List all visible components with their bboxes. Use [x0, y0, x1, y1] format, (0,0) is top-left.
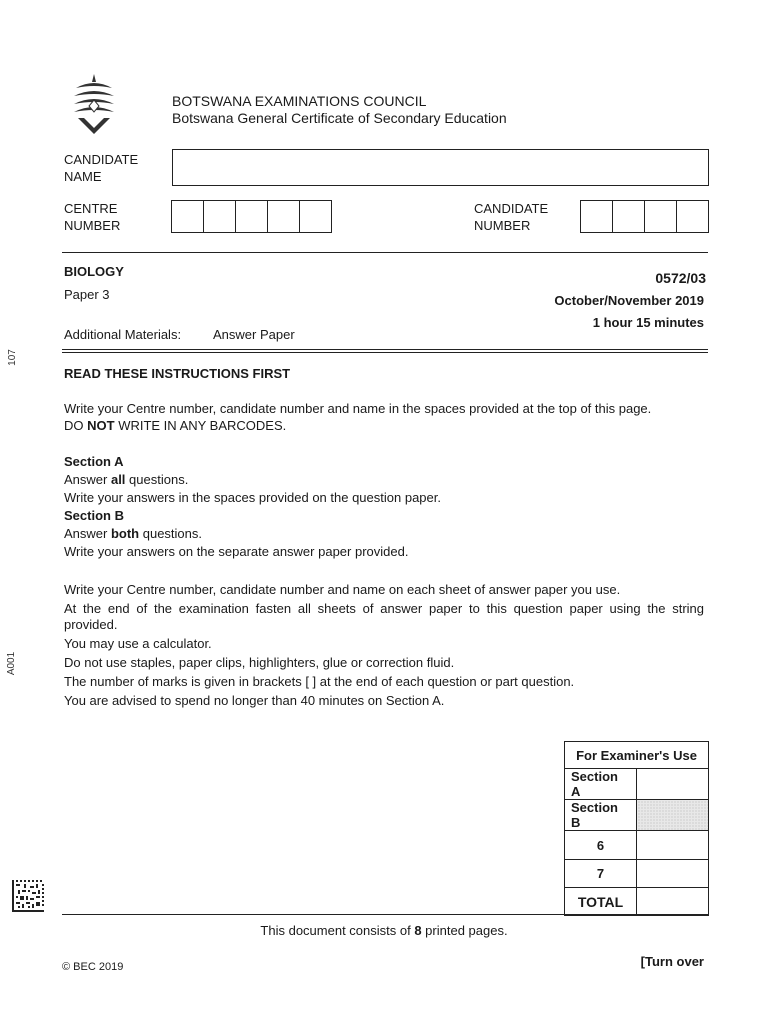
general-instructions	[64, 582, 704, 709]
section-a-block	[64, 453, 704, 561]
examiner-table-heading: For Examiner's Use	[565, 742, 709, 769]
examiner-row-label: TOTAL	[565, 888, 637, 916]
instruction-line: At the end of the examination fasten all sheets of answer paper to this question paper using the string provided.	[64, 601, 704, 632]
instruction-line: DO NOT WRITE IN ANY BARCODES.	[64, 418, 287, 433]
duration: 1 hour 15 minutes	[592, 315, 704, 330]
examiner-score-cell[interactable]	[637, 831, 709, 860]
examiner-row-label: Section A	[565, 769, 637, 800]
instruction-line: Write your Centre number, candidate number and name on each sheet of answer paper you use.	[64, 582, 621, 597]
centre-number-label: CENTRE NUMBER	[64, 201, 121, 233]
divider	[62, 352, 708, 353]
examiner-row-label: 7	[565, 860, 637, 888]
candidate-number-box[interactable]	[612, 200, 645, 233]
session: October/November 2019	[554, 293, 704, 308]
instruction-line: Answer all questions.	[64, 472, 189, 487]
candidate-number-box[interactable]	[644, 200, 677, 233]
instruction-line: Do not use staples, paper clips, highlighters, glue or correction fluid.	[64, 655, 455, 670]
centre-number-box[interactable]	[267, 200, 300, 233]
centre-number-box[interactable]	[299, 200, 332, 233]
bec-logo	[66, 72, 122, 140]
subject: BIOLOGY	[64, 264, 124, 279]
instructions-heading: READ THESE INSTRUCTIONS FIRST	[64, 366, 291, 381]
candidate-name-label: CANDIDATE NAME	[64, 152, 139, 184]
examiner-table-row	[565, 888, 709, 916]
instruction-line: Write your answers on the separate answer paper provided.	[64, 544, 409, 559]
centre-number-box[interactable]	[203, 200, 236, 233]
examiner-score-cell[interactable]	[637, 888, 709, 916]
instructions-block	[64, 400, 704, 434]
side-code: 107	[6, 349, 18, 366]
examiner-table	[564, 741, 709, 916]
side-code: A001	[6, 651, 18, 676]
examiner-score-cell[interactable]	[637, 860, 709, 888]
copyright: © BEC 2019	[62, 961, 124, 973]
certificate-title: Botswana General Certificate of Secondary Education	[172, 110, 507, 126]
examiner-table-row	[565, 831, 709, 860]
candidate-number-label: CANDIDATE NUMBER	[474, 201, 549, 233]
examiner-table-header-row	[565, 742, 709, 769]
instruction-line: Write your Centre number, candidate number and name in the spaces provided at the top of this page.	[64, 401, 652, 416]
instruction-line: The number of marks is given in brackets [ ] at the end of each question or part question.	[64, 674, 575, 689]
centre-number-box[interactable]	[235, 200, 268, 233]
candidate-number-box[interactable]	[676, 200, 709, 233]
additional-materials-label: Additional Materials:	[64, 327, 182, 342]
centre-number-box[interactable]	[171, 200, 204, 233]
council-title: BOTSWANA EXAMINATIONS COUNCIL	[172, 93, 427, 109]
paper-code: 0572/03	[655, 270, 706, 286]
examiner-score-cell[interactable]	[637, 769, 709, 800]
examiner-table-row	[565, 769, 709, 800]
instruction-line: Write your answers in the spaces provided on the question paper.	[64, 490, 441, 505]
examiner-table-row	[565, 800, 709, 831]
divider	[62, 252, 708, 253]
examiner-score-cell-shaded	[637, 800, 709, 831]
paper: Paper 3	[64, 287, 110, 302]
instruction-line: Answer both questions.	[64, 526, 202, 541]
section-b-title: Section B	[64, 508, 124, 523]
additional-materials-value: Answer Paper	[213, 327, 295, 342]
examiner-row-label: 6	[565, 831, 637, 860]
instruction-line: You are advised to spend no longer than 40 minutes on Section A.	[64, 693, 445, 708]
examiner-row-label: Section B	[565, 800, 637, 831]
instruction-line: You may use a calculator.	[64, 636, 212, 651]
section-a-title: Section A	[64, 454, 124, 469]
barcode-icon	[12, 880, 44, 912]
examiner-table-row	[565, 860, 709, 888]
candidate-number-box[interactable]	[580, 200, 613, 233]
turn-over: [Turn over	[640, 954, 704, 969]
page-count: This document consists of 8 printed pages.	[260, 923, 508, 938]
candidate-name-field[interactable]	[172, 149, 709, 186]
divider	[62, 349, 708, 350]
divider	[62, 914, 708, 915]
